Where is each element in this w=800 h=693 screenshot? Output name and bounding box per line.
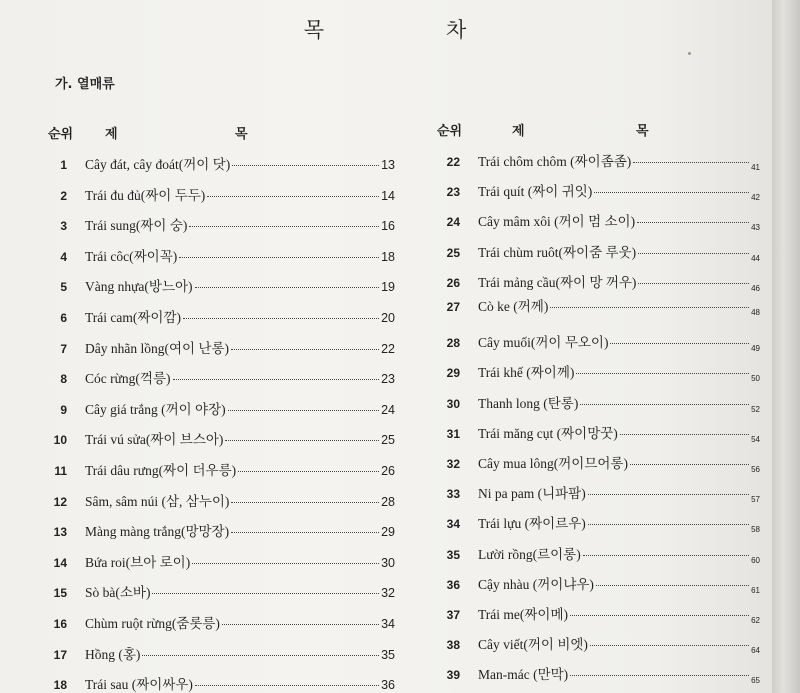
toc-entry: [430, 663, 760, 686]
entry-number: 9: [60, 402, 67, 417]
page-title: [0, 14, 772, 44]
dot-leader: [238, 471, 379, 472]
dot-leader: [152, 593, 379, 594]
entry-title: Trái chùm ruôt(짜이줌 루웃): [478, 244, 637, 260]
toc-entry: [430, 210, 760, 233]
entry-page-number: 36: [381, 678, 395, 693]
toc-entry: [37, 214, 395, 234]
entry-number: 2: [60, 188, 67, 203]
entry-title: Cóc rừng(꺽릉): [85, 371, 171, 387]
dot-leader: [550, 307, 749, 308]
entry-title: Trái khế (짜이께): [478, 365, 575, 381]
toc-entry: [37, 612, 395, 632]
entry-title: Cây muối(꺼이 무오이): [478, 335, 609, 351]
entry-page-number: 43: [751, 223, 760, 233]
toc-entry: [37, 398, 395, 418]
entry-title: Cậy nhàu (꺼이냐우): [478, 576, 594, 592]
dot-leader: [630, 464, 749, 465]
dot-leader: [588, 494, 749, 495]
entry-title: Trái sau (짜이싸우): [85, 677, 193, 693]
dot-leader: [222, 624, 379, 625]
toc-entry: [430, 361, 760, 384]
entry-title: Trái vú sửa(짜이 브스아): [85, 432, 224, 448]
entry-number: 31: [446, 426, 460, 441]
entry-number: 29: [446, 366, 460, 381]
dot-leader: [231, 502, 379, 503]
entry-number: 7: [60, 341, 67, 356]
toc-entry: [430, 271, 760, 291]
right-title-header-a: 제: [512, 124, 525, 139]
entry-number: 34: [446, 517, 460, 532]
toc-entry: [430, 241, 760, 261]
entry-page-number: 58: [751, 525, 760, 535]
entry-title: Cò ke (꺼께): [478, 299, 549, 314]
entry-number: 10: [53, 433, 67, 448]
entry-page-number: 23: [381, 372, 395, 387]
toc-entry: [37, 459, 395, 479]
dot-leader: [570, 675, 749, 676]
entry-title: Chùm ruột rừng(줌롯릉): [85, 616, 220, 631]
entry-page-number: 29: [381, 525, 395, 540]
dot-leader: [232, 165, 379, 166]
entry-page-number: 44: [751, 253, 760, 263]
dot-leader: [195, 287, 380, 288]
entry-number: 23: [446, 185, 460, 200]
toc-entry: [37, 337, 395, 357]
dot-leader: [588, 524, 749, 525]
entry-title: Cây giá trắng (꺼이 야장): [85, 401, 226, 417]
entry-page-number: 54: [751, 434, 760, 444]
dot-leader: [580, 404, 749, 405]
dot-leader: [638, 283, 749, 284]
entry-page-number: 25: [381, 433, 395, 448]
entry-title: Màng màng trắng(망망장): [85, 524, 230, 540]
entry-number: 6: [60, 311, 67, 325]
entry-page-number: 30: [381, 555, 395, 570]
entry-page-number: 18: [381, 249, 395, 264]
entry-number: 17: [53, 647, 67, 662]
entry-page-number: 24: [381, 402, 395, 417]
dot-leader: [570, 615, 749, 616]
toc-entry: [430, 603, 760, 623]
dot-leader: [207, 196, 379, 197]
toc-entry: [37, 153, 395, 173]
entry-title: Sâm, sâm núi (삼, 삼누이): [85, 493, 230, 509]
entry-page-number: 16: [381, 219, 395, 234]
dot-leader: [633, 162, 749, 163]
entry-number: 15: [53, 586, 67, 601]
toc-entry: [430, 422, 760, 442]
toc-entry: [37, 245, 395, 265]
entry-number: 8: [60, 372, 67, 387]
title-char-1: 목: [303, 18, 326, 42]
entry-page-number: 65: [751, 676, 760, 686]
dot-leader: [231, 532, 379, 533]
dot-leader: [594, 192, 749, 193]
dot-leader: [231, 349, 379, 350]
entry-page-number: 34: [381, 617, 395, 631]
entry-page-number: 22: [381, 341, 395, 356]
entry-title: Vàng nhựa(방느아): [85, 279, 193, 295]
entry-title: Hồng (홍): [85, 646, 141, 662]
dot-leader: [638, 253, 749, 254]
entry-title: Trái lựu (짜이르우): [478, 516, 586, 532]
entry-page-number: 46: [751, 283, 760, 293]
entry-page-number: 50: [751, 374, 760, 384]
toc-entry: [430, 452, 760, 472]
page-edge-shadow: [772, 0, 800, 693]
entry-number: 18: [53, 678, 67, 693]
toc-entry: [37, 520, 395, 540]
entry-number: 39: [446, 668, 460, 683]
entry-number: 22: [446, 155, 460, 169]
entry-page-number: 64: [751, 646, 760, 656]
dot-leader: [195, 685, 379, 686]
toc-entry: [37, 490, 395, 510]
entry-title: Ni pa pam (니파팜): [478, 486, 586, 502]
toc-entry: [430, 573, 760, 593]
toc-entry: [430, 331, 760, 354]
dot-leader: [228, 410, 379, 411]
entry-number: 36: [446, 577, 460, 592]
entry-number: 1: [60, 158, 67, 172]
entry-title: Trái côc(짜이꼭): [85, 248, 178, 264]
entry-title: Sò bà(소바): [85, 585, 151, 601]
toc-entry: [430, 543, 760, 563]
toc-entry: [37, 673, 395, 693]
entry-page-number: 61: [751, 585, 760, 595]
entry-page-number: 20: [381, 311, 395, 325]
entry-title: Trái me(짜이메): [478, 607, 568, 622]
dot-leader: [576, 373, 749, 374]
entry-number: 27: [446, 300, 460, 314]
dot-leader: [183, 318, 379, 319]
entry-title: Cây đát, cây đoát(꺼이 닷): [85, 157, 231, 172]
dot-leader: [620, 434, 749, 435]
dot-leader: [192, 563, 379, 564]
entry-page-number: 56: [751, 465, 760, 474]
entry-title: Trái dâu rưng(짜이 더우릉): [85, 463, 237, 478]
toc-entry: [37, 551, 395, 571]
toc-entry: [37, 643, 395, 663]
entry-page-number: 28: [381, 494, 395, 509]
entry-number: 13: [53, 525, 67, 540]
left-rank-header: 순위: [48, 127, 74, 142]
entry-page-number: 41: [751, 163, 760, 172]
entry-number: 24: [446, 215, 460, 230]
entry-title: Trái sung(짜이 숭): [85, 218, 188, 234]
entry-title: Man-mác (만막): [478, 667, 569, 683]
entry-page-number: 32: [381, 586, 395, 601]
entry-title: Cây mua lông(꺼이므어롱): [478, 456, 628, 471]
dot-leader: [225, 440, 379, 441]
entry-page-number: 26: [381, 464, 395, 478]
entry-number: 14: [53, 555, 67, 570]
dot-leader: [590, 645, 749, 646]
entry-page-number: 13: [381, 158, 395, 172]
toc-entry: [430, 482, 760, 505]
entry-number: 30: [446, 396, 460, 411]
entry-number: 32: [446, 457, 460, 471]
entry-number: 11: [54, 464, 67, 478]
entry-page-number: 14: [381, 188, 395, 203]
entry-number: 35: [446, 547, 460, 562]
dot-leader: [189, 226, 379, 227]
toc-entry: [430, 150, 760, 170]
entry-number: 33: [446, 487, 460, 502]
title-char-2: 차: [446, 18, 469, 42]
entry-number: 16: [53, 617, 67, 631]
entry-number: 28: [446, 336, 460, 351]
entry-page-number: 62: [751, 616, 760, 625]
toc-entry: [37, 581, 395, 601]
entry-page-number: 19: [381, 280, 395, 295]
dot-leader: [596, 585, 749, 586]
entry-page-number: 60: [751, 555, 760, 565]
paper-speck: [688, 52, 691, 55]
entry-number: 5: [60, 280, 67, 295]
entry-page-number: 57: [751, 495, 760, 505]
toc-entry: [37, 275, 395, 295]
entry-title: Trái chôm chôm (짜이좀좀): [478, 154, 632, 169]
entry-title: Bứa roi(브아 로이): [85, 554, 191, 570]
dot-leader: [583, 555, 749, 556]
dot-leader: [610, 343, 749, 344]
entry-number: 26: [446, 275, 460, 290]
dot-leader: [173, 379, 380, 380]
dot-leader: [179, 257, 379, 258]
entry-page-number: 49: [751, 344, 760, 354]
toc-entry: [37, 306, 395, 326]
left-title-header-b: 목: [235, 127, 248, 142]
entry-title: Trái đu đủ(짜이 두두): [85, 187, 206, 203]
toc-entry: [430, 180, 760, 203]
toc-entry: [430, 512, 760, 535]
entry-number: 3: [60, 219, 67, 234]
toc-entry: [37, 428, 395, 448]
toc-entry: [430, 295, 760, 315]
entry-title: Dây nhãn lồng(여이 난롱): [85, 340, 230, 356]
entry-title: Trái cam(짜이깜): [85, 310, 181, 325]
entry-page-number: 35: [381, 647, 395, 662]
entry-title: Lười rồng(르이롱): [478, 546, 581, 562]
entry-title: Trái măng cụt (짜이망꿋): [478, 425, 618, 441]
entry-number: 4: [60, 249, 67, 264]
entry-page-number: 48: [751, 308, 760, 317]
entry-page-number: 42: [751, 193, 760, 203]
entry-number: 25: [446, 245, 460, 260]
left-title-header-a: 제: [105, 127, 118, 142]
entry-title: Cây mâm xôi (꺼이 멈 소이): [478, 214, 636, 230]
dot-leader: [142, 655, 379, 656]
entry-title: Trái mảng cầu(짜이 망 꺼우): [478, 274, 637, 290]
toc-entry: [37, 184, 395, 204]
toc-entry: [37, 367, 395, 387]
entry-number: 37: [446, 608, 460, 622]
entry-page-number: 52: [751, 404, 760, 414]
entry-number: 12: [53, 494, 67, 509]
entry-number: 38: [446, 638, 460, 653]
toc-entry: [430, 633, 760, 656]
entry-title: Trái quít (짜이 귀잇): [478, 184, 593, 200]
entry-title: Thanh long (탄롱): [478, 395, 579, 411]
right-title-header-b: 목: [636, 124, 649, 139]
entry-title: Cây viết(꺼이 비엣): [478, 637, 588, 653]
section-label: 가. 열매류: [55, 77, 115, 92]
toc-entry: [430, 392, 760, 412]
right-rank-header: 순위: [437, 124, 463, 139]
dot-leader: [637, 222, 749, 223]
